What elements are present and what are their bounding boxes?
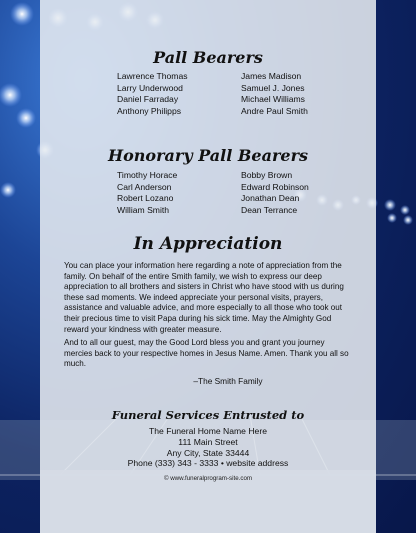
funeral-home-contact: Phone (333) 343 - 3333 • website address xyxy=(127,458,289,469)
honorary-right-column xyxy=(241,170,365,217)
list-item: Timothy Horace xyxy=(117,170,178,180)
pall-bearers-heading: Pall Bearers xyxy=(153,48,263,67)
funeral-home-heading: Funeral Services Entrusted to xyxy=(111,408,305,422)
list-item: Andre Paul Smith xyxy=(241,106,308,117)
list-item: Michael Williams xyxy=(241,94,305,105)
funeral-home-details xyxy=(40,426,376,469)
pall-bearers-left-column xyxy=(117,71,241,118)
honorary-pall-bearers-heading: Honorary Pall Bearers xyxy=(108,146,308,165)
list-item: Samuel J. Jones xyxy=(241,82,305,93)
appreciation-closing-paragraph: And to all our guest, may the Good Lord bless you and grant you journey mercies back to your respective homes in Jesus Name. Amen. Thank you all so much. xyxy=(64,338,349,369)
list-item: James Madison xyxy=(241,71,302,81)
list-item: William Smith xyxy=(117,205,170,216)
list-item: Larry Underwood xyxy=(117,82,183,93)
pall-bearers-right-column xyxy=(241,71,365,118)
pall-bearers-list xyxy=(117,71,367,118)
funeral-home-name: The Funeral Home Name Here xyxy=(149,426,267,436)
list-item: Robert Lozano xyxy=(117,193,174,204)
list-item: Edward Robinson xyxy=(241,181,309,192)
copyright-footer: © www.funeralprogram-site.com xyxy=(163,475,253,482)
funeral-home-city: Any City, State 33444 xyxy=(166,447,250,458)
list-item: Jonathan Dean xyxy=(241,193,300,204)
list-item: Daniel Farraday xyxy=(117,94,179,105)
appreciation-heading: In Appreciation xyxy=(133,234,283,254)
honorary-pall-bearers-list xyxy=(117,170,367,217)
funeral-home-street: 111 Main Street xyxy=(178,436,238,447)
list-item: Dean Terrance xyxy=(241,205,298,216)
list-item: Lawrence Thomas xyxy=(117,71,188,81)
list-item: Carl Anderson xyxy=(117,181,172,192)
honorary-left-column xyxy=(117,170,241,217)
list-item: Bobby Brown xyxy=(241,170,293,180)
family-signature: –The Smith Family xyxy=(193,376,263,386)
list-item: Anthony Philipps xyxy=(117,106,182,117)
appreciation-paragraph: You can place your information here regarding a note of appreciation from the family. On behalf of the entire Smith family, we wish to express our deep appreciation to all brothers and sisters in Christ who have stood with us during these sad moments. We indeed appreciate your personal visits, prayers, assistance and valuable advice, and more especially to all those who took out their precious time to visit Papa during his sick time. May the Almighty God reward your kindness with greater measure. xyxy=(64,261,344,334)
